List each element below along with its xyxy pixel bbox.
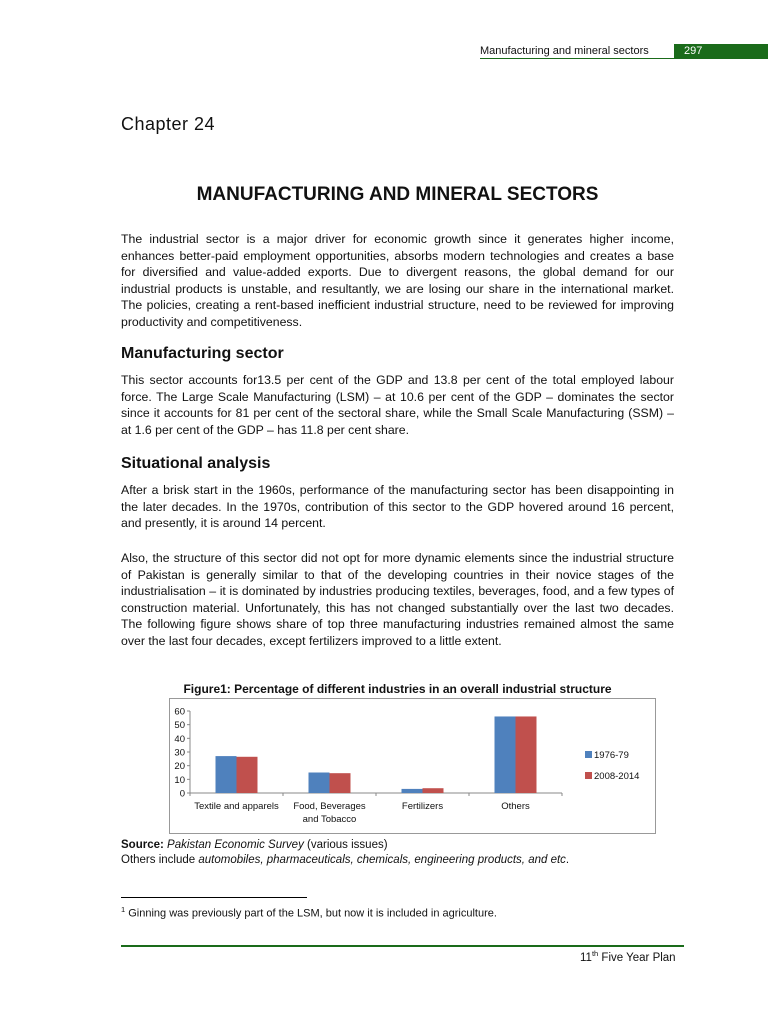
chapter-label: Chapter 24: [121, 114, 216, 134]
legend-swatch: [585, 772, 592, 779]
bar-2008-2014-2: [330, 773, 351, 793]
source-label: Source:: [121, 839, 164, 851]
running-header: Manufacturing and mineral sectors: [480, 45, 649, 57]
bar-1976-79-4: [495, 716, 516, 793]
figure-title: Figure1: Percentage of different industries in an overall industrial structure: [183, 682, 612, 696]
source-title: Pakistan Economic Survey: [167, 839, 304, 851]
bar-1976-79-1: [216, 756, 237, 793]
others-suffix: .: [565, 854, 570, 866]
y-tick-label: 0: [179, 788, 185, 800]
y-tick-label: 30: [174, 747, 185, 759]
footnote-rule: [121, 897, 307, 898]
x-category-label: Textile and apparels: [194, 801, 279, 812]
legend-label: 1976-79: [594, 750, 629, 761]
legend-label: 2008-2014: [594, 771, 640, 782]
bar-1976-79-3: [402, 789, 423, 793]
y-tick-label: 60: [174, 706, 185, 718]
footnote-mark: 1: [121, 905, 126, 914]
footnote-text: Ginning was previously part of the LSM, but now it is included in agriculture.: [128, 907, 497, 920]
legend-swatch: [585, 751, 592, 758]
source-rest: (various issues): [307, 839, 388, 851]
manufacturing-paragraph: This sector accounts for13.5 per cent of the GDP and 13.8 per cent of the total employed labour force. The Large Scale Manufacturing (LSM) – at 10.6 per cent of the GDP – dominates the sector since it accounts for 81 per cent of the sectoral share, while the Small Scale Manufacturing (SSM) – at 1.6 per cent of the GDP – has 11.8 per cent share.: [121, 373, 674, 437]
footer: [580, 949, 676, 964]
figure-source: [121, 838, 569, 868]
bar-chart: [170, 699, 655, 833]
situational-heading: Situational analysis: [121, 455, 271, 472]
manufacturing-heading: Manufacturing sector: [121, 345, 284, 362]
header-rule: [480, 58, 674, 59]
intro-paragraph: The industrial sector is a major driver for economic growth since it generates higher income, enhances better-paid employment opportunities, absorbs modern technologies and creates a base for diversified and value-added exports. Due to divergent reasons, the global demand for our industrial products is unstable, and resultantly, we are losing our share in the international market. The policies, creating a rent-based inefficient industrial structure, need to be reviewed for improving productivity and competitiveness.: [121, 232, 674, 329]
chart-frame: [169, 698, 656, 834]
bar-2008-2014-1: [237, 757, 258, 793]
page-number: 297: [674, 44, 768, 59]
situational-paragraph-2: Also, the structure of this sector did not opt for more dynamic elements since the industrial structure of Pakistan is generally similar to that of the developing countries in their novice stages of the industrialisation – it is dominated by industries producing textiles, beverages, food, and a few types of construction material. Unfortunately, this has not changed substantially over the last two decades. The following figure shows share of top three manufacturing industries remained almost the same over the last four decades, except fertilizers improved to a little extent.: [121, 551, 674, 648]
x-category-label: Others: [501, 801, 530, 812]
x-category-label: Fertilizers: [401, 801, 444, 812]
y-tick-label: 40: [174, 733, 185, 745]
page-title: MANUFACTURING AND MINERAL SECTORS: [196, 184, 599, 205]
bar-2008-2014-3: [423, 788, 444, 793]
bar-2008-2014-4: [516, 716, 537, 793]
situational-paragraph-1: After a brisk start in the 1960s, performance of the manufacturing sector has been disappointing in the later decades. In the 1970s, contribution of this sector to the GDP hovered around 16 percent, and presently, it is around 14 percent.: [121, 483, 674, 530]
y-tick-label: 10: [174, 774, 185, 786]
x-category-label: and Tobacco: [302, 814, 357, 825]
y-tick-label: 20: [174, 761, 185, 773]
footer-suffix: th: [591, 949, 599, 958]
others-prefix: Others include: [121, 854, 196, 866]
x-category-label: Food, Beverages: [293, 801, 366, 812]
others-list: automobiles, pharmaceuticals, chemicals, engineering products, and etc: [198, 854, 566, 866]
footnote: [121, 905, 497, 920]
footer-rule: [121, 945, 684, 947]
y-tick-label: 50: [174, 720, 185, 732]
footer-number: 11: [580, 951, 592, 964]
bar-1976-79-2: [309, 773, 330, 794]
footer-plan: Five Year Plan: [601, 951, 676, 964]
